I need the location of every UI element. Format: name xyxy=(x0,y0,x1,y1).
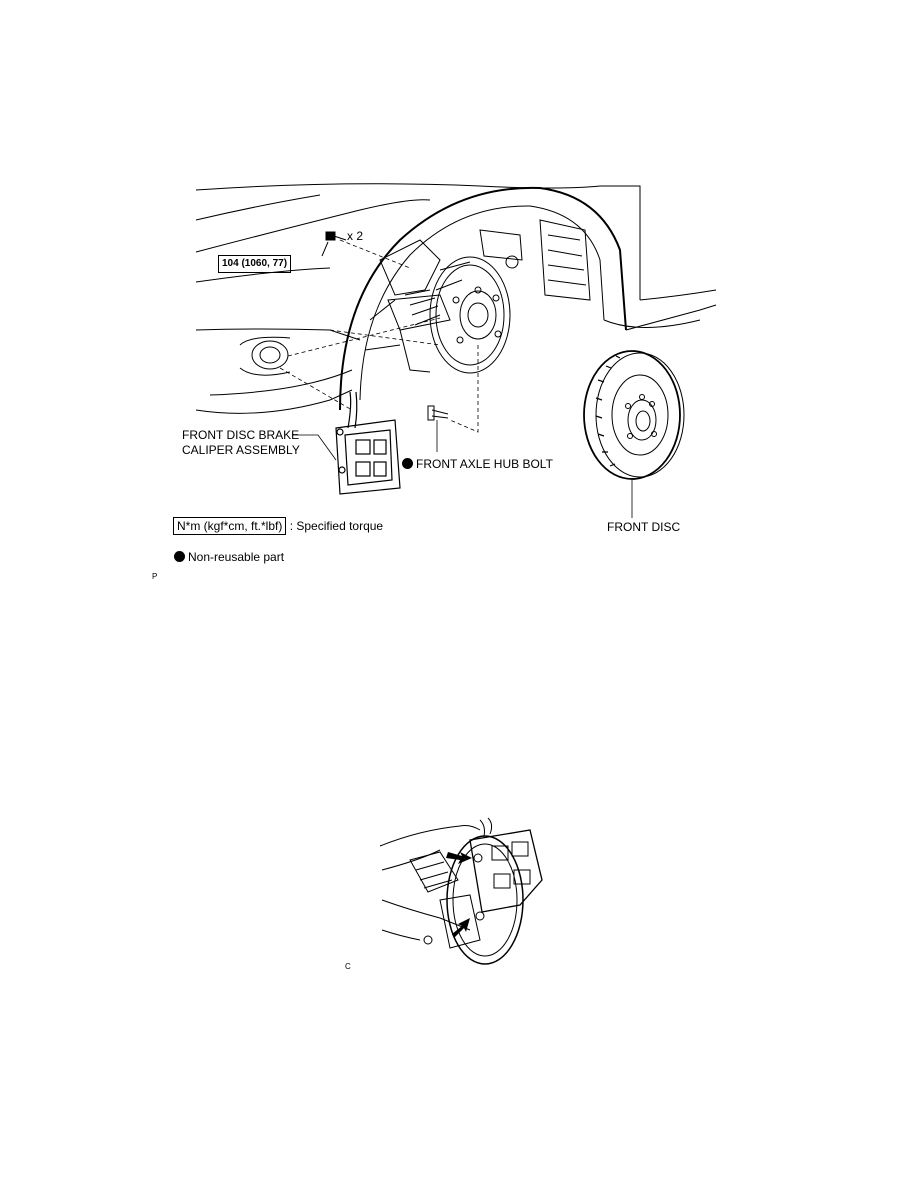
caliper-label-line1: FRONT DISC BRAKE xyxy=(182,428,300,442)
caliper-label-line2: CALIPER ASSEMBLY xyxy=(182,443,300,457)
filled-circle-icon xyxy=(402,458,413,469)
figure1-code: P xyxy=(152,572,158,581)
hub-bolt-text: FRONT AXLE HUB BOLT xyxy=(416,457,553,471)
torque-spec-box: 104 (1060, 77) xyxy=(218,255,291,273)
arrow-icon-lower xyxy=(452,918,470,938)
torque-units-box: N*m (kgf*cm, ft.*lbf) xyxy=(173,517,286,535)
non-reusable-text: Non-reusable part xyxy=(188,550,285,564)
non-reusable-legend xyxy=(174,550,284,564)
torque-legend xyxy=(173,519,383,533)
torque-legend-text: : Specified torque xyxy=(289,519,384,533)
bolt-quantity-label: x 2 xyxy=(347,229,364,243)
figure2-code: C xyxy=(345,962,351,971)
hub-bolt-label xyxy=(402,457,553,471)
filled-circle-icon xyxy=(174,551,185,562)
front-disc-label: FRONT DISC xyxy=(607,520,681,534)
